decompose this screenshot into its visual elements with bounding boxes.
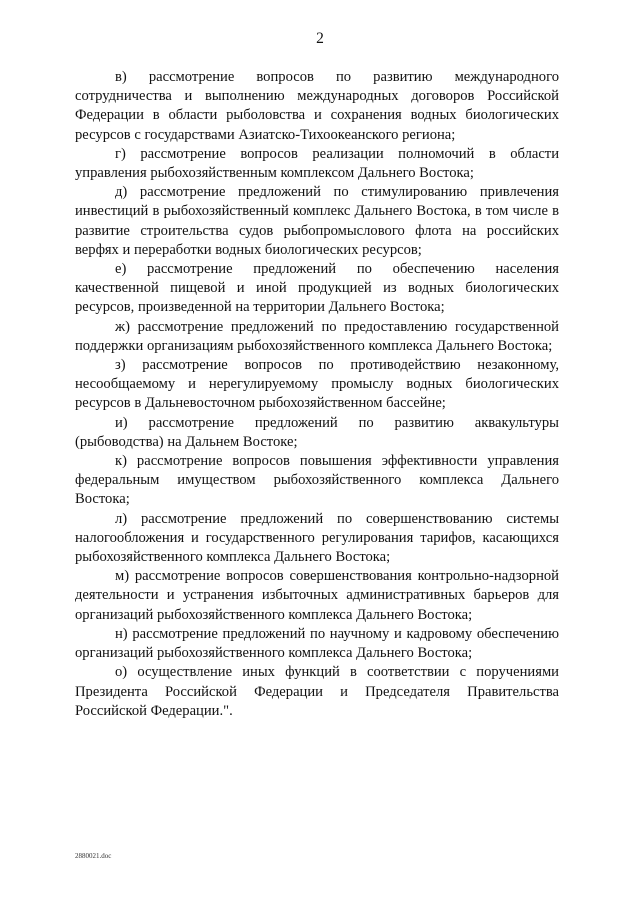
paragraph-d: д) рассмотрение предложений по стимулированию привлечения инвестиций в рыбохозяйственный комплекс Дальнего Востока, в том числе в развитие строительства судов рыбопромыслового флота на российских верфях и переработки водных биологических ресурсов;: [75, 184, 559, 258]
paragraph-o: о) осуществление иных функций в соответствии с поручениями Президента Российской Федерации и Председателя Правительства Российской Федерации.".: [75, 664, 559, 719]
document-body: [75, 68, 559, 721]
paragraph-e: е) рассмотрение предложений по обеспечению населения качественной пищевой и иной продукцией из водных биологических ресурсов, произведенной на территории Дальнего Востока;: [75, 261, 559, 316]
paragraph-zh: ж) рассмотрение предложений по предоставлению государственной поддержки организациям рыбохозяйственного комплекса Дальнего Востока;: [75, 318, 559, 354]
paragraph-m: м) рассмотрение вопросов совершенствования контрольно-надзорной деятельности и устранения избыточных административных барьеров для организаций рыбохозяйственного комплекса Дальнего Востока;: [75, 568, 559, 623]
paragraph-k: к) рассмотрение вопросов повышения эффективности управления федеральным имуществом рыбохозяйственного комплекса Дальнего Востока;: [75, 453, 559, 508]
paragraph-z: з) рассмотрение вопросов по противодействию незаконному, несообщаемому и нерегулируемому промыслу водных биологических ресурсов в Дальневосточном рыбохозяйственном бассейне;: [75, 357, 559, 412]
paragraph-v: в) рассмотрение вопросов по развитию международного сотрудничества и выполнению международных договоров Российской Федерации в области рыболовства и сохранения водных биологических ресурсов с государствами Азиатско-Тихоокеанского региона;: [75, 69, 559, 143]
paragraph-i: и) рассмотрение предложений по развитию аквакультуры (рыбоводства) на Дальнем Востоке;: [75, 414, 559, 450]
page-number: 2: [316, 30, 324, 47]
paragraph-g: г) рассмотрение вопросов реализации полномочий в области управления рыбохозяйственным комплексом Дальнего Востока;: [75, 145, 559, 182]
paragraph-l: л) рассмотрение предложений по совершенствованию системы налогообложения и государственного регулирования тарифов, касающихся рыбохозяйственного комплекса Дальнего Востока;: [75, 510, 559, 566]
document-file-code: 2880021.doc: [75, 852, 112, 860]
paragraph-n: н) рассмотрение предложений по научному и кадровому обеспечению организаций рыбохозяйственного комплекса Дальнего Востока;: [75, 625, 559, 662]
